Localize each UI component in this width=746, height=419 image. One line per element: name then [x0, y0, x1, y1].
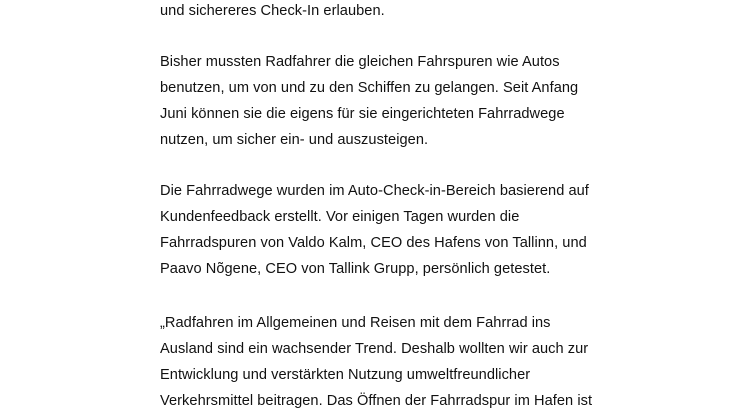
- paragraph-4-line-2: Ausland sind ein wachsender Trend. Deshalb wollten wir auch zur: [160, 341, 589, 357]
- paragraph-2-line-4: nutzen, um sicher ein- und auszusteigen.: [160, 132, 429, 148]
- paragraph-4-line-1: „Radfahren im Allgemeinen und Reisen mit dem Fahrrad ins: [160, 315, 551, 331]
- paragraph-4-line-4: Verkehrsmittel beitragen. Das Öffnen der Fahrradspur im Hafen ist: [160, 393, 593, 409]
- paragraph-2-line-3: Juni können sie die eigens für sie eingerichteten Fahrradwege: [160, 106, 565, 122]
- paragraph-3-line-3: Fahrradspuren von Valdo Kalm, CEO des Hafens von Tallinn, und: [160, 235, 587, 251]
- paragraph-3-line-2: Kundenfeedback erstellt. Vor einigen Tagen wurden die: [160, 209, 520, 225]
- paragraph-3-line-1: Die Fahrradwege wurden im Auto-Check-in-Bereich basierend auf: [160, 183, 589, 199]
- paragraph-2-line-1: Bisher mussten Radfahrer die gleichen Fahrspuren wie Autos: [160, 54, 560, 70]
- paragraph-3-line-4: Paavo Nõgene, CEO von Tallink Grupp, persönlich getestet.: [160, 261, 551, 277]
- paragraph-4-line-3: Entwicklung und verstärkten Nutzung umweltfreundlicher: [160, 367, 531, 383]
- paragraph-2-line-2: benutzen, um von und zu den Schiffen zu gelangen. Seit Anfang: [160, 80, 579, 96]
- paragraph-1-line-1: und sichereres Check-In erlauben.: [160, 3, 385, 19]
